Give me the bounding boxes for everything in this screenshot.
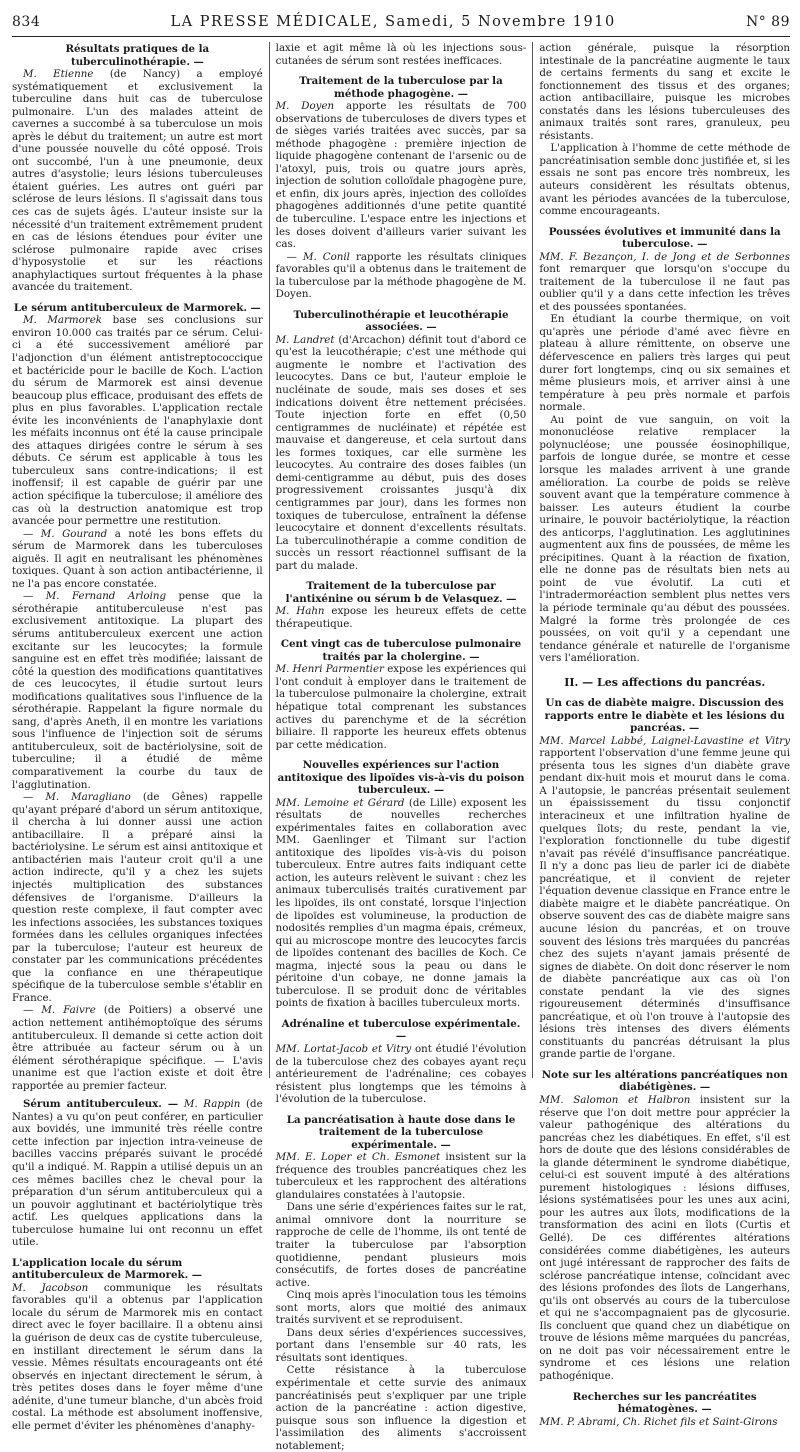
column-2 xyxy=(270,42,534,1452)
heading-methode-phagogene: Traitement de la tuberculose par la méthode phagogène. — xyxy=(299,75,503,100)
author: M. Conil xyxy=(302,250,350,263)
article-paragraph: Dans deux séries d'expériences successives, portant dans l'ensemble sur 40 rats, les résultats sont identiques. xyxy=(275,1326,527,1364)
article-paragraph xyxy=(539,735,790,1061)
heading-diabete-maigre: Un cas de diabète maigre. Discussion des rapports entre le diabète et les lésions du pancréas. — xyxy=(544,697,785,735)
author: M. Rappin xyxy=(183,1098,241,1111)
author: MM. Lemoine et Gérard xyxy=(275,796,405,809)
article-paragraph xyxy=(276,100,527,251)
article-paragraph xyxy=(539,251,790,314)
heading-leucotherapie: Tuberculinothérapie et leucothérapie associées. — xyxy=(293,308,509,334)
article-paragraph xyxy=(539,1094,790,1383)
article-paragraph: — M. Maragliano (de Gênes) rappelle qu'ayant préparé d'abord un sérum antitoxique, il chercha à lui donner aussi une action antibacillaire. Il a préparé ainsi la bactériolysine. Le sérum est ainsi antitoxique et antibactérien mais l'auteur croit qu'il a une action indirecte, qu'il y a chez les sujets injectés multiplication des substances défensives de l'organisme. D'ailleurs la question reste complexe, il faut compter avec les infections associées, les substances toxiques formées dans les cellules organiques infectées par la tuberculose; l'auteur est heureux de constater par les communications précédentes que la confiance en une thérapeutique spécifique de la tuberculose semble s'établir en France. xyxy=(12,791,263,1004)
header-rule xyxy=(12,36,790,37)
article-paragraph: — M. Faivre (de Poitiers) a observé une action nettement antihémoptoïque des sérums antituberculeux. Il demande si cette action doit être attribuée au facteur sérum ou à un élément sérothérapique spécifique. — L'avis unanime est que l'action existe et doit être rapportée au premier facteur. xyxy=(12,1004,263,1092)
paragraph-text: ont étudié l'évolution de la tuberculose chez des cobayes ayant reçu antérieurement de l'adrénaline; ces cobayes résistent plus longtemps que les témoins à l'évolution de la tuberculose. xyxy=(275,1042,527,1106)
heading-poussees-evolutives: Poussées évolutives et immunité dans la tuberculose. — xyxy=(548,225,781,251)
article-paragraph xyxy=(12,314,263,527)
author: M. Gourand xyxy=(40,527,108,540)
article-paragraph xyxy=(276,797,527,1010)
paragraph-text: base ses conclusions sur environ 10.000 cas traités par ce sérum. Celui-ci a été successivement amélioré par l'adjonction d'un élément antistreptococcique et bactéricide pour le bacille de Koch. L'action du sérum de Marmorek est ainsi devenue beaucoup plus efficace, produisant des effets de plus en plus favorables. L'application rectale évite les inconvénients de l'anaphylaxie dont les méfaits inconnus ont été la cause principale des attaques dirigées contre le sérum à ses débuts. Ce sérum est applicable à tous les tuberculeux sans contre-indications; il est inoffensif; il est capable de guérir par une action spécifique la tuberculose; il améliore des cas où la destruction anatomique est trop avancée pour permettre une restitution. xyxy=(12,314,263,528)
paragraph-text: expose les expériences qui l'ont conduit à employer dans le traitement de la tuberculose pulmonaire la cholergine, extrait hépatique total comprenant les substances actives du parenchyme et de la sécrétion biliaire. Il rapporte les heureux effets obtenus par cette médication. xyxy=(275,663,527,751)
author: MM. P. Abrami, Ch. Richet fils et Saint-Girons xyxy=(539,1415,778,1428)
article-paragraph: — M. Conil rapporte les résultats cliniques favorables qu'il a obtenus dans le traitement de la tuberculose par la méthode phagogène de M. Doyen. xyxy=(275,250,527,301)
paragraph-text: insistent sur la fréquence des troubles pancréatiques chez les tuberculeux et les rapprochent des altérations glandulaires constatées à l'autopsie. xyxy=(275,1151,527,1201)
inline-heading: Sérum antituberculeux. — xyxy=(23,1098,179,1111)
author: M. Faivre xyxy=(41,1004,96,1017)
article-paragraph: L'application à l'homme de cette méthode de pancréatinisation semble donc justifiée et, si les essais ne sont pas encore très nombreux, les auteurs considèrent les résultats obtenus, avant les périodes avancées de la tuberculose, comme encourageants. xyxy=(539,142,791,218)
article-paragraph xyxy=(12,1098,263,1249)
paragraph-text: communique les résultats favorables qu'il a obtenus par l'application locale du sérum de Marmorek mis en contact direct avec le foyer bacillaire. Il a obtenu ainsi la guérison de deux cas de cystite tuberculeuse, en instillant directement le sérum dans la vessie. Mêmes résultats encourageants ont été observés en injectant directement le sérum, à très petites doses dans le foyer même d'une adénite, d'une tumeur blanche, d'un abcès froid costal. La méthode est absolument inoffensive, elle permet d'éviter les phénomènes d'anaphy- xyxy=(12,1281,263,1432)
article-paragraph xyxy=(276,1151,527,1201)
article-paragraph: En étudiant la courbe thermique, on voit qu'après une période d'amé avec fièvre en plateau à allure rémittente, on observe une défervescence en paliers très larges qui peut durer fort longtemps, cinq ou six semaines et même plusieurs mois, et arriver ainsi à une température à peu près normale et parfois normale. xyxy=(539,313,791,414)
article-paragraph xyxy=(12,1282,263,1433)
article-paragraph: Cette résistance à la tuberculose expérimentale et cette survie des animaux pancréatinisés peut s'expliquer par une triple action de la pancréatine : action digestive, puisque sous son influence la digestion et l'assimilation des aliments s'accroissent notablement; xyxy=(275,1364,527,1452)
journal-title: LA PRESSE MÉDICALE, Samedi, 5 Novembre 1910 xyxy=(170,14,616,30)
paragraph-text: font remarquer que lorsqu'on s'occupe du traitement de la tuberculose il ne faut pas oublier qu'il y a dans cette infection les trêves et des poussées spontanées. xyxy=(539,263,791,313)
author: MM. Salomon et Halbron xyxy=(539,1093,691,1106)
paragraph-text: apporte les résultats de 700 observations de tuberculoses de divers types et de sièges variés traitées avec succès, par sa méthode phagogène : première injection de liquide phagogène contenant de l'arsenic ou de l'atoxyl, puis, trois ou quatre jours après, injection de solution colloïdale phagogène pure, et enfin, dix jours après, injection des colloïdes phagogènes additionnés d'une petite quantité de tuberculine. L'espace entre les injections et les doses doivent d'ailleurs varier suivant les cas. xyxy=(275,100,527,251)
author: M. Marmorek xyxy=(23,314,102,327)
heading-pancreatites: Recherches sur les pancréatites hématogènes. — xyxy=(572,1390,757,1416)
paragraph-text: (de Nancy) a employé systématiquement et exclusivement la tuberculine dans huit cas de tuberculose pulmonaire. L'un des malades atteint de cavernes a succombé à sa tuberculose un mois après le début du traitement; un autre est mort d'une poussée nouvelle du côté opposé. Trois ont succombé, l'un à une pneumonie, deux autres d'asystolie; leurs lésions tuberculeuses étaient guéries. Les autres ont guéri par sclérose de leurs lésions. Il s'agissait dans tous ces cas de sujets âgés. L'auteur insiste sur la nécessité d'un traitement extrêmement prudent en cas de lésions étendues pour éviter une sclérose pulmonaire rapide avec crises d'hyposystolie et sur les réactions anaphylactiques surtout fréquentes à la phase avancée du traitement. xyxy=(12,68,263,294)
heading-adrenaline: Adrénaline et tuberculose expérimentale. — xyxy=(281,1017,521,1043)
running-head xyxy=(12,14,790,36)
paragraph-text: rapportent l'observation d'une femme jeune qui présenta tous les signes d'un diabète grave pendant dix-huit mois et mourut dans le coma. A l'autopsie, le pancréas présentait seulement un épaississement du tissu conjonctif interacineux et une infiltration hyaline de quelques îlots; du reste, pendant la vie, l'exploration fonctionnelle du tube digestif n'avait pas révélé d'insuffisance pancréatique. Il n'y a donc pas lieu de parler ici de diabète pancréatique, et il convient de rejeter l'équation devenue classique en France entre le diabète maigre et le diabète pancréatique. On observe souvent des cas de diabète maigre sans aucune lésion du pancréas, et on trouve souvent des lésions très marquées du pancréas chez des sujets n'ayant jamais présenté de signes de diabète. On doit donc réserver le nom de diabète pancréatique aux cas où l'on constate pendant la vie des signes rigoureusement déterminés d'insuffisance pancréatique, et où l'on trouve à l'autopsie des lésions très intenses des divers éléments constituants du pancréas détruisant la plus grande partie de l'organe. xyxy=(539,747,791,1061)
article-paragraph xyxy=(276,605,527,630)
author: MM. Marcel Labbé, Laignel-Lavastine et Vitry xyxy=(539,734,791,747)
author: M. Etienne xyxy=(23,68,94,80)
heading-antixenine: Traitement de la tuberculose par l'antixénine ou sérum b de Velasquez. — xyxy=(285,580,517,605)
article-paragraph xyxy=(12,68,263,294)
paragraph-text: insistent sur la réserve que l'on doit mettre pour apprécier la valeur pathogénique des altérations du pancréas chez les diabétiques. En effet, s'il est hors de doute que des lésions considérables de la glande déterminent le syndrome diabétique, celui-ci est souvent imputé à des altérations purement histologiques : lésions diffuses, lésions systématisées pour les unes aux acini, pour les autres aux îlots, modifications de la transformation des acini en îlots (Curtis et Gellé). De ces différentes altérations considérées comme diabétigènes, les auteurs ont jugé intéressant de rapprocher des faits de sclérose pancréatique intense, coïncidant avec des lésions profondes des îlots de Langerhans, qu'ils ont observés au cours de la tuberculose et qui ne s'accompagnaient pas de glycosurie. Ils concluent que quand chez un diabétique on trouve de lésions même marquées du pancréas, on ne doit pas voir nécessairement entre le syndrome et ces lésions une relation pathogénique. xyxy=(539,1093,791,1382)
author: M. Fernand Arloing xyxy=(45,590,167,603)
columns xyxy=(12,42,791,1452)
article-paragraph: Cinq mois après l'inoculation tous les témoins sont morts, alors que moitié des animaux traités survivent et se reproduisent. xyxy=(275,1289,527,1327)
heading-application-locale: L'application locale du sérum antituberculeux de Marmorek. — xyxy=(12,1256,202,1282)
heading-tuberculinotherapie: Résultats pratiques de la tuberculinothérapie. — xyxy=(65,43,210,68)
heading-cholergine: Cent vingt cas de tuberculose pulmonaire traités par la cholergine. — xyxy=(280,638,522,663)
heading-lipoides: Nouvelles expériences sur l'action antitoxique des lipoïdes vis-à-vis du poison tuberculeux. — xyxy=(277,759,525,797)
issue-number: N° 89 xyxy=(745,14,790,30)
article-paragraph: laxie et agit même là où les injections sous-cutanées de sérum sont restées inefficaces. xyxy=(275,42,527,67)
author: M. Henri Parmentier xyxy=(275,663,384,676)
column-3 xyxy=(533,42,791,1428)
heading-serum-marmorek: Le sérum antituberculeux de Marmorek. — xyxy=(13,301,261,314)
author: M. Jacobson xyxy=(12,1281,89,1294)
heading-pancreatisation: La pancréatisation à haute dose dans le traitement de la tuberculose expérimentale. — xyxy=(286,1113,516,1151)
paragraph-text: (d'Arcachon) définit tout d'abord ce qu'est la leucothérapie; c'est une méthode qui augmente le nombre et l'activation des leucocytes. Dans ce but, l'auteur emploie le nucléinate de soude, mais ses doses et ses indications doivent être nettement précisées. Toute injection forte en effet (0,50 centigrammes de nucléinate) et répétée est mauvaise et dangereuse, et cela surtout dans les formes toxiques, car elle surmène les leucocytes. Au contraire des doses faibles (un demi-centigramme au début, puis des doses progressivement croissantes jusqu'à dix centigrammes par jour), dans les formes non toxiques de tuberculose, entraînent la défense leucocytaire et donnent d'excellents résultats. La tuberculinothérapie a comme condition de succès un ressort réactionnel suffisant de la part du malade. xyxy=(275,333,527,572)
article-paragraph: — M. Fernand Arloing pense que la sérothérapie antituberculeuse n'est pas exclusivement antitoxique. La plupart des sérums antituberculeux exercent une action excitante sur les leucocytes; la formule sanguine est en effet très modifiée; laissant de côté la question des modifications quantitatives de ces leucocytes, il étudie surtout leurs modifications qualitatives sous l'influence de la sérothérapie. Rappelant la figure normale du sang, d'après Aneth, il en montre les variations sous l'influence de l'injection soit de sérums antituberculeux, soit de bactériolysine, soit de tuberculine; il a étudié de même comparativement la courbe du taux de l'agglutination. xyxy=(12,590,263,791)
heading-alterations-pancreatiques: Note sur les altérations pancréatiques non diabétigènes. — xyxy=(541,1068,788,1094)
paragraph-text: a noté les bons effets du sérum de Marmorek dans les tuberculoses aiguës. Il agit en neutralisant les phénomènes toxiques. Quant à son action antibactérienne, il ne l'a pas encore constatée. xyxy=(12,527,263,590)
author: M. Hahn xyxy=(275,605,325,618)
author: MM. E. Loper et Ch. Esmonet xyxy=(275,1151,441,1164)
author: M. Landret xyxy=(275,333,335,346)
paragraph-text: rapporte les résultats cliniques favorables qu'il a obtenus dans le traitement de la tuberculose par la méthode phagogène de M. Doyen. xyxy=(275,250,527,301)
article-paragraph: action générale, puisque la résorption intestinale de la pancréatine augmente le taux de certains ferments du sang et excite le fonctionnement des tissus et des organes; action antibacillaire, puisque les microbes constatés dans les lésions tuberculeuses des animaux traités sont rares, granuleux, peu résistants. xyxy=(539,42,791,142)
paragraph-text: (de Nantes) a vu qu'on peut conférer, en particulier aux bovidés, une immunité très réelle contre cette infection par injection intra-veineuse de bacilles vaccins préparés suivant le procédé qu'il a indiqué. M. Rappin a utilisé depuis un an ces mêmes bacilles chez le cheval pour la préparation d'un sérum antituberculeux qui a un pouvoir agglutinant et bactériolytique très actif. Les quelques applications dans la tuberculose humaine lui ont reconnu un effet utile. xyxy=(12,1098,263,1249)
paragraph-text: (de Lille) exposent les résultats de nouvelles recherches expérimentales faites en collaboration avec MM. Gaenlinger et Tilmant sur l'action antitoxique des lipoïdes vis-à-vis du poison tuberculeux. Entre autres faits indiquant cette action, les auteurs relèvent le suivant : chez les animaux tuberculisés traités curativement par les lipoïdes, ils ont constaté, lorsque l'injection de lipoïdes est volumineuse, la production de nodosités remplies d'un magma épais, crémeux, qui au microscope montre des leucocytes farcis de lipoïdes contenant des bacilles de Koch. Ce magma, injecté sous la peau ou dans le péritoine d'un cobaye, ne donne jamais la tuberculose. Il se produit donc de véritables points de fixation à bacilles tuberculeux morts. xyxy=(275,796,527,1010)
paragraph-text: (de Gênes) rappelle qu'ayant préparé d'abord un sérum antitoxique, il chercha à lui donner aussi une action antibacillaire. Il a préparé ainsi la bactériolysine. Le sérum est ainsi antitoxique et antibactérien mais l'auteur croit qu'il a une action indirecte, qu'il y a chez les sujets injectés multiplication des substances défensives de l'organisme. D'ailleurs la question reste complexe, il faut compter avec les infections associées, les substances toxiques formées dans les cellules organiques infectées par la tuberculose; l'auteur est heureux de constater par les communications précédentes que la confiance en une thérapeutique spécifique de la tuberculose semble s'établir en France. xyxy=(12,791,263,1004)
author: MM. Lortat-Jacob et Vitry xyxy=(275,1042,412,1055)
author: M. Doyen xyxy=(275,100,335,113)
article-paragraph xyxy=(276,663,527,751)
article-paragraph: Au point de vue sanguin, on voit la mononucléose relative remplacer la polynucléose; une poussée éosinophilique, parfois de longue durée, se montre et cesse lorsque les malades arrivent à une grande amélioration. La courbe de poids se relève souvent avant que la température commence à baisser. Les auteurs étudient la courbe urinaire, le pouvoir bactériolytique, la réaction des anticorps, l'agglutination. Les agglutinines augmentent aux fins de poussées, de même les précipitines. Quant à la réaction de fixation, elle ne donne pas de résultats bien nets au point de vue évolutif. La cuti et l'intradermoréaction semblent plus nettes vers la période terminale qu'au début des poussées. Malgré la forme très prolongée de ces poussées, on voit qu'il y a cependant une tendance générale et naturelle de l'organisme vers l'amélioration. xyxy=(539,413,791,665)
article-paragraph: Dans une série d'expériences faites sur le rat, animal omnivore dont la nourriture se rapproche de celle de l'homme, ils ont tenté de traiter la tuberculose par l'absorption quotidienne, pendant plusieurs mois consécutifs, de fortes doses de pancréatine active. xyxy=(275,1201,527,1289)
article-paragraph xyxy=(276,1043,527,1106)
author: M. Maragliano xyxy=(45,791,131,804)
article-paragraph xyxy=(276,334,527,572)
section-heading: II. — Les affections du pancréas. xyxy=(564,675,766,689)
paragraph-text: expose les heureux effets de cette thérapeutique. xyxy=(275,605,527,630)
page-number: 834 xyxy=(12,14,41,30)
article-paragraph xyxy=(539,1416,790,1429)
article-paragraph: — M. Gourand a noté les bons effets du sérum de Marmorek dans les tuberculoses aiguës. Il agit en neutralisant les phénomènes toxiques. Quant à son action antibactérienne, il ne l'a pas encore constatée. xyxy=(12,527,263,590)
author: MM. F. Bezançon, I. de Jong et de Serbonnes xyxy=(539,250,791,263)
paragraph-text: pense que la sérothérapie antituberculeuse n'est pas exclusivement antitoxique. La plupart des sérums antituberculeux exercent une action excitante sur les leucocytes; la formule sanguine est en effet très modifiée; laissant de côté la question des modifications quantitatives de ces leucocytes, il étudie surtout leurs modifications qualitatives sous l'influence de la sérothérapie. Rappelant la figure normale du sang, d'après Aneth, il en montre les variations sous l'influence de l'injection soit de sérums antituberculeux, soit de bactériolysine, soit de tuberculine; il a étudié de même comparativement la courbe du taux de l'agglutination. xyxy=(12,590,263,791)
column-1 xyxy=(12,42,270,1432)
paragraph-text: (de Poitiers) a observé une action nettement antihémoptoïque des sérums antituberculeux. Il demande si cette action doit être attribuée au facteur sérum ou à un élément sérothérapique spécifique. — L'avis unanime est que l'action existe et doit être rapportée au premier facteur. xyxy=(12,1004,263,1092)
